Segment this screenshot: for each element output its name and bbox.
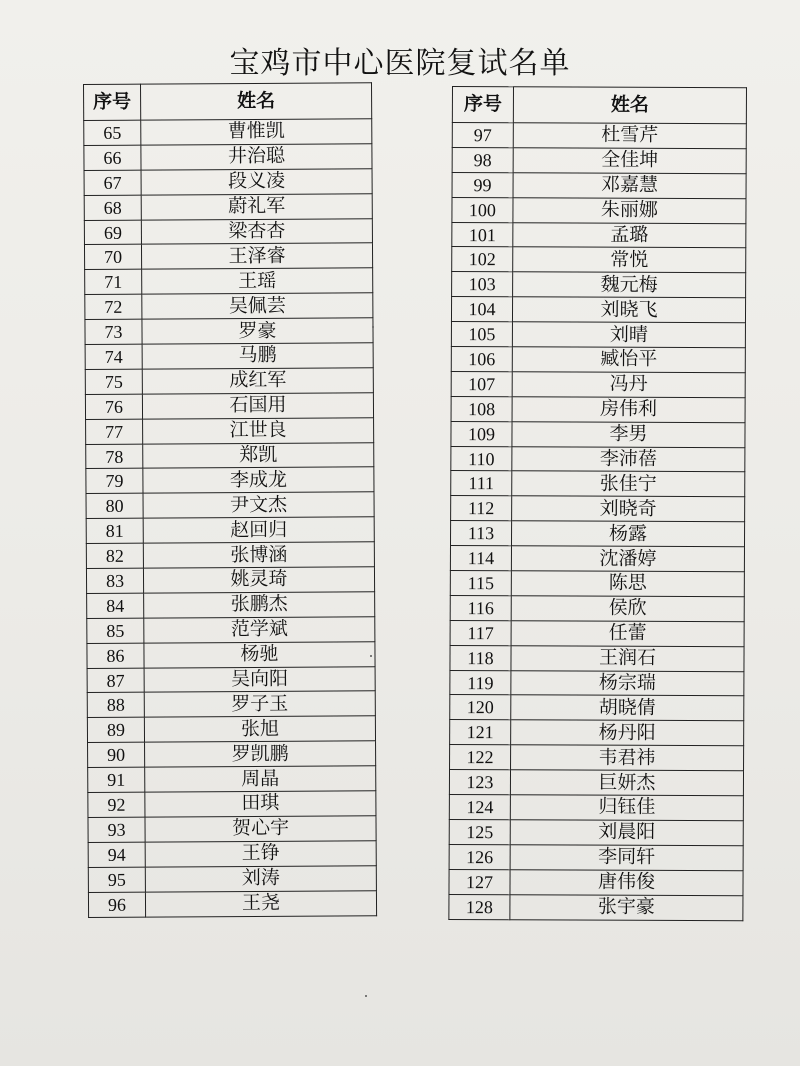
table-row xyxy=(87,641,375,668)
row-number: 83 xyxy=(86,568,143,593)
row-name: 李同轩 xyxy=(510,845,743,871)
row-name: 王瑶 xyxy=(142,268,373,294)
table-row xyxy=(451,421,745,447)
row-number: 71 xyxy=(85,269,142,294)
row-number: 120 xyxy=(450,695,511,720)
row-name: 李成龙 xyxy=(143,467,374,493)
table-row xyxy=(449,844,743,870)
row-name: 陈思 xyxy=(511,571,744,597)
table-row xyxy=(452,222,746,248)
row-number: 110 xyxy=(451,446,512,471)
row-number: 78 xyxy=(86,444,143,469)
table-row xyxy=(86,417,374,444)
table-row xyxy=(451,297,745,323)
row-name: 梁杏杏 xyxy=(141,218,372,244)
table-row xyxy=(450,521,744,547)
row-name: 朱丽娜 xyxy=(513,197,746,223)
row-number: 84 xyxy=(87,593,144,618)
table-row xyxy=(452,123,746,149)
row-number: 107 xyxy=(451,371,512,396)
row-name: 归钰佳 xyxy=(510,795,743,821)
row-number: 97 xyxy=(452,123,513,148)
row-number: 74 xyxy=(85,344,142,369)
table-row xyxy=(84,243,372,270)
row-number: 98 xyxy=(452,147,513,172)
table-row xyxy=(452,272,746,298)
row-name: 杨驰 xyxy=(144,641,375,667)
table-row xyxy=(84,193,372,220)
paper-speck xyxy=(370,655,372,657)
table-row xyxy=(450,645,744,671)
row-number: 99 xyxy=(452,172,513,197)
table-row xyxy=(86,517,374,544)
row-number: 80 xyxy=(86,494,143,519)
row-name: 李男 xyxy=(512,421,745,447)
header-number: 序号 xyxy=(452,87,513,123)
table-row xyxy=(451,471,745,497)
table-row xyxy=(84,169,372,196)
row-number: 103 xyxy=(452,272,513,297)
paper-speck xyxy=(365,995,367,997)
table-row xyxy=(452,197,746,223)
row-number: 117 xyxy=(450,620,511,645)
paper-speck xyxy=(372,326,374,328)
row-name: 任蕾 xyxy=(511,621,744,647)
row-number: 116 xyxy=(450,595,511,620)
table-row xyxy=(88,865,376,892)
row-number: 85 xyxy=(87,618,144,643)
row-number: 96 xyxy=(88,892,145,917)
table-row xyxy=(451,496,745,522)
row-name: 范学斌 xyxy=(144,617,375,643)
row-number: 87 xyxy=(87,668,144,693)
table-row xyxy=(85,343,373,370)
row-number: 77 xyxy=(86,419,143,444)
table-row xyxy=(450,745,744,771)
row-number: 91 xyxy=(88,767,145,792)
table-row xyxy=(450,695,744,721)
row-name: 王尧 xyxy=(145,890,376,916)
row-number: 125 xyxy=(449,819,510,844)
row-number: 105 xyxy=(451,322,512,347)
row-name: 井治聪 xyxy=(141,144,372,170)
row-number: 100 xyxy=(452,197,513,222)
roster-table-left xyxy=(83,82,377,917)
table-row xyxy=(88,890,376,917)
row-name: 孟璐 xyxy=(513,222,746,248)
row-name: 张宇豪 xyxy=(510,894,743,920)
row-name: 罗子玉 xyxy=(144,691,375,717)
row-name: 段义凌 xyxy=(141,169,372,195)
row-name: 杨宗瑞 xyxy=(511,670,744,696)
row-number: 75 xyxy=(85,369,142,394)
row-name: 罗豪 xyxy=(142,318,373,344)
table-row xyxy=(452,247,746,273)
table-row xyxy=(451,322,745,348)
row-name: 侯欣 xyxy=(511,596,744,622)
row-name: 杨丹阳 xyxy=(511,720,744,746)
table-row xyxy=(88,766,376,793)
header-number: 序号 xyxy=(84,84,141,120)
row-name: 常悦 xyxy=(513,247,746,273)
table-header-row xyxy=(84,83,372,121)
row-number: 112 xyxy=(451,496,512,521)
table-row xyxy=(452,147,746,173)
row-name: 曹惟凯 xyxy=(141,119,372,145)
row-number: 88 xyxy=(87,693,144,718)
table-row xyxy=(452,172,746,198)
table-row xyxy=(84,144,372,171)
row-number: 92 xyxy=(88,792,145,817)
row-name: 马鹏 xyxy=(142,343,373,369)
row-number: 86 xyxy=(87,643,144,668)
row-name: 邓嘉慧 xyxy=(513,173,746,199)
row-number: 102 xyxy=(452,247,513,272)
table-row xyxy=(451,446,745,472)
header-name: 姓名 xyxy=(141,83,372,120)
row-number: 76 xyxy=(85,394,142,419)
row-number: 119 xyxy=(450,670,511,695)
row-name: 杨露 xyxy=(511,521,744,547)
table-row xyxy=(451,347,745,373)
row-number: 124 xyxy=(449,795,510,820)
row-number: 128 xyxy=(449,894,510,919)
table-header-row xyxy=(452,87,746,124)
row-name: 贺心宇 xyxy=(145,816,376,842)
row-name: 刘晴 xyxy=(512,322,745,348)
row-name: 杜雪芹 xyxy=(513,123,746,149)
table-row xyxy=(450,670,744,696)
row-number: 118 xyxy=(450,645,511,670)
row-name: 尹文杰 xyxy=(143,492,374,518)
row-number: 95 xyxy=(88,867,145,892)
row-name: 成红军 xyxy=(142,368,373,394)
row-number: 101 xyxy=(452,222,513,247)
table-row xyxy=(85,368,373,395)
row-number: 127 xyxy=(449,869,510,894)
row-number: 109 xyxy=(451,421,512,446)
row-name: 吴佩芸 xyxy=(142,293,373,319)
row-name: 唐伟俊 xyxy=(510,869,743,895)
row-name: 张旭 xyxy=(144,716,375,742)
row-number: 104 xyxy=(451,297,512,322)
row-name: 全佳坤 xyxy=(513,148,746,174)
row-name: 赵回归 xyxy=(143,517,374,543)
row-number: 67 xyxy=(84,170,141,195)
table-row xyxy=(450,720,744,746)
row-name: 刘晓奇 xyxy=(512,496,745,522)
table-row xyxy=(84,218,372,245)
row-name: 刘涛 xyxy=(145,865,376,891)
row-name: 王泽睿 xyxy=(141,243,372,269)
row-number: 70 xyxy=(84,245,141,270)
table-row xyxy=(85,393,373,420)
row-number: 123 xyxy=(449,770,510,795)
row-name: 石国用 xyxy=(142,393,373,419)
row-number: 89 xyxy=(87,718,144,743)
row-name: 郑凯 xyxy=(143,442,374,468)
table-row xyxy=(88,741,376,768)
table-row xyxy=(88,791,376,818)
row-name: 王铮 xyxy=(145,841,376,867)
table-row xyxy=(449,894,743,920)
row-name: 刘晓飞 xyxy=(512,297,745,323)
table-row xyxy=(88,816,376,843)
row-number: 114 xyxy=(450,546,511,571)
roster-body-left xyxy=(84,119,377,917)
table-row xyxy=(450,546,744,572)
row-number: 122 xyxy=(450,745,511,770)
table-row xyxy=(86,442,374,469)
table-row xyxy=(449,795,743,821)
row-name: 冯丹 xyxy=(512,372,745,398)
row-name: 张鹏杰 xyxy=(144,592,375,618)
table-row xyxy=(450,620,744,646)
row-name: 罗凯鹏 xyxy=(145,741,376,767)
table-row xyxy=(449,869,743,895)
row-name: 胡晓倩 xyxy=(511,695,744,721)
table-row xyxy=(450,595,744,621)
table-row xyxy=(86,542,374,569)
table-row xyxy=(85,293,373,320)
row-name: 巨妍杰 xyxy=(510,770,743,796)
table-row xyxy=(87,666,375,693)
table-row xyxy=(86,467,374,494)
table-row xyxy=(87,592,375,619)
row-number: 81 xyxy=(86,518,143,543)
row-name: 周晶 xyxy=(145,766,376,792)
roster-body-right xyxy=(449,123,746,921)
row-number: 90 xyxy=(88,742,145,767)
table-row xyxy=(87,716,375,743)
row-number: 113 xyxy=(450,521,511,546)
row-number: 106 xyxy=(451,347,512,372)
row-number: 79 xyxy=(86,469,143,494)
table-row xyxy=(451,371,745,397)
table-row xyxy=(85,268,373,295)
table-row xyxy=(451,396,745,422)
row-name: 刘晨阳 xyxy=(510,820,743,846)
row-name: 沈潘婷 xyxy=(511,546,744,572)
row-number: 94 xyxy=(88,842,145,867)
row-number: 93 xyxy=(88,817,145,842)
row-number: 121 xyxy=(450,720,511,745)
row-name: 张佳宁 xyxy=(512,471,745,497)
page-title: 宝鸡市中心医院复试名单 xyxy=(229,46,571,81)
row-number: 108 xyxy=(451,396,512,421)
table-row xyxy=(449,819,743,845)
row-name: 李沛蓓 xyxy=(512,446,745,472)
row-name: 王润石 xyxy=(511,645,744,671)
row-name: 臧怡平 xyxy=(512,347,745,373)
row-number: 66 xyxy=(84,145,141,170)
table-row xyxy=(450,571,744,597)
table-row xyxy=(86,492,374,519)
roster-table-right xyxy=(448,86,747,921)
row-number: 115 xyxy=(450,571,511,596)
row-name: 韦君祎 xyxy=(511,745,744,771)
row-name: 吴向阳 xyxy=(144,666,375,692)
row-number: 73 xyxy=(85,319,142,344)
table-row xyxy=(449,770,743,796)
row-number: 68 xyxy=(84,195,141,220)
table-row xyxy=(87,617,375,644)
table-row xyxy=(87,691,375,718)
row-name: 蔚礼军 xyxy=(141,193,372,219)
row-number: 126 xyxy=(449,844,510,869)
header-name: 姓名 xyxy=(513,87,746,124)
row-name: 房伟利 xyxy=(512,397,745,423)
row-number: 111 xyxy=(451,471,512,496)
row-name: 田琪 xyxy=(145,791,376,817)
table-row xyxy=(84,119,372,146)
table-row xyxy=(85,318,373,345)
table-row xyxy=(86,567,374,594)
row-number: 69 xyxy=(84,220,141,245)
row-number: 65 xyxy=(84,120,141,145)
row-number: 72 xyxy=(85,294,142,319)
row-name: 魏元梅 xyxy=(513,272,746,298)
row-name: 姚灵琦 xyxy=(143,567,374,593)
row-number: 82 xyxy=(86,543,143,568)
row-name: 江世良 xyxy=(143,417,374,443)
row-name: 张博涵 xyxy=(143,542,374,568)
table-row xyxy=(88,841,376,868)
